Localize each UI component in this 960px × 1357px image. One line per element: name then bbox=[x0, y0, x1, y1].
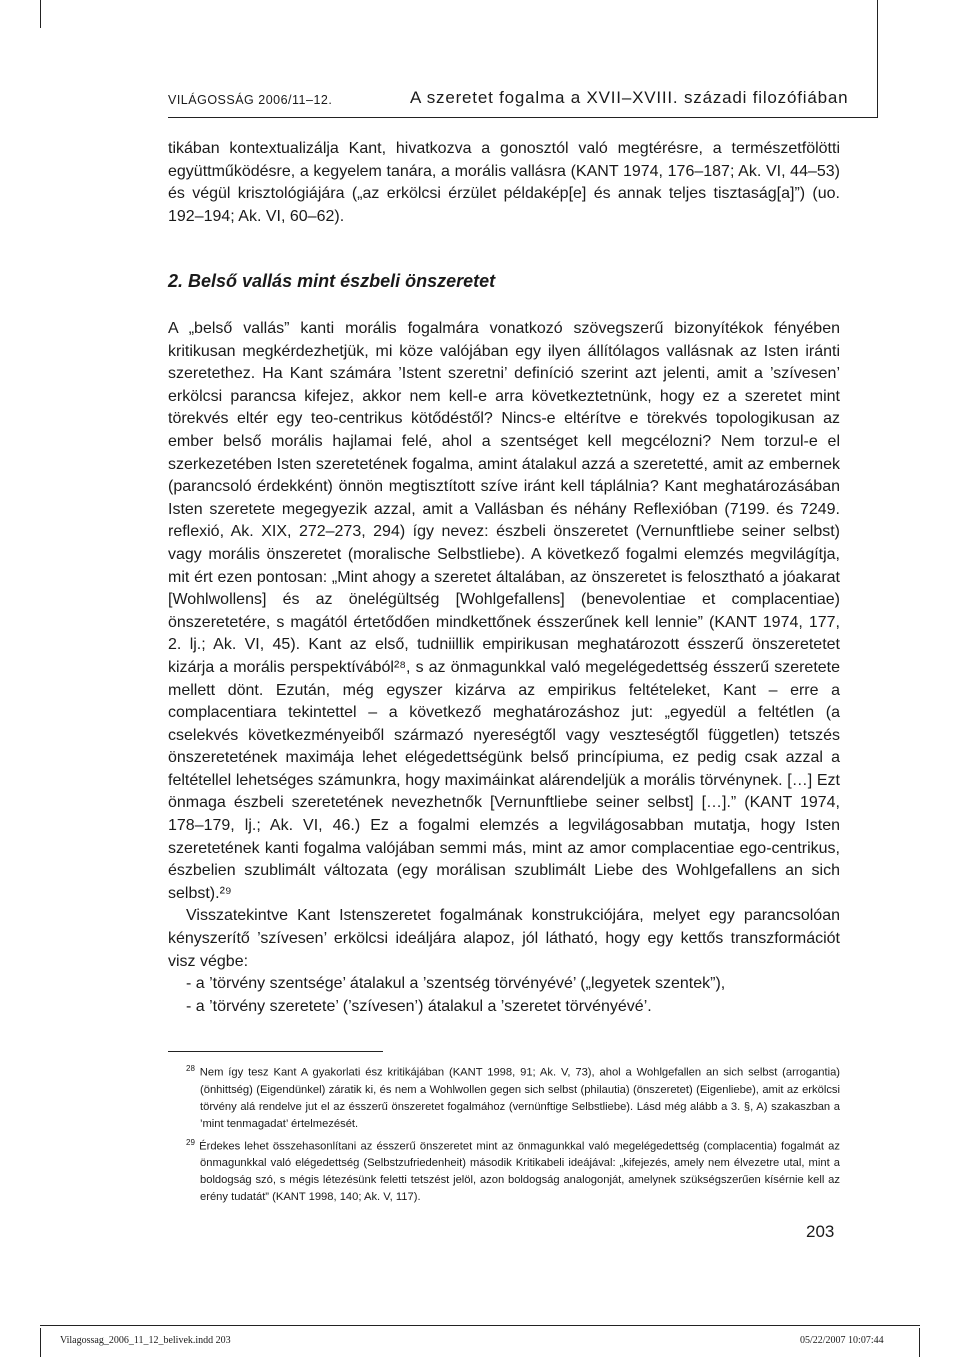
paragraph-1: A „belső vallás” kanti morális fogalmára vonatkozó szövegszerű bizonyítékok fényében kritikusan megkérdezhetjük, mi köze valójában egy ilyen állítólagos vallásnak az Isten iránti szeretethez. Ha Kant számára ’Istent szeretni’ definíció szerint azt jelenti, amit a ’szívesen’ erkölcsi parancsa kifejez, akkor nem kell-e arra következtetnünk, hogy ez a szeretet mint törekvés eltér egy teo-centrikus kötődéstől? Nincs-e eltérítve e törekvés topologikusan az ember belső morális hajlamai felé, ahol a szentséget kell megcélozni? Nem torzul-e el szerkezetében Isten szeretetének fogalma, amint átalakul azzá a szeretetté, amit az embernek (parancsoló érdekként) önnön megtisztított szíve iránt kell táplálnia? Kant meghatározásában Isten szeretete megegyezik azzal, amit a Vallásban és néhány Reflexióban (7199. és 7249. reflexió, Ak. XIX, 272–273, 294) így nevez: észbeli önszeretet (Vernunftliebe seiner selbst) vagy morális önszeretet (moralische Selbstliebe). A következő fogalmi elemzés megvilágítja, mit ért ezen pontosan: „Mint ahogy a szeretet általában, az önszeretet is felosztható a jóakarat [Wohlwollens] és az önelégültség [Wohlgefallens] (benevolentiae et complacentiae) önszeretetére, s magától értetődően mindkettőnek ésszerűnek kell lennie” (KANT 1974, 177, 2. lj.; Ak. VI, 45). Kant az első, tudniillik empirikusan meghatározott ésszerű önszeretetet kizárja a morális perspektívából²⁸, s az önmagunkkal való megelégedettség ésszerű szeretete mellett dönt. Ezután, még egyszer kizárva az empirikus feltételeket, Kant – erre a complacentiara tekintettel – a következő meghatározáshoz jut: „egyedül a feltétlen (a cselekvés következményeiből származó nyereségtől vagy veszteségtől független) tetszés önszeretetének maximája lehet elégedettségünk belső princípiuma, ez pedig csak azzal a feltétellel lehetséges számunkra, hogy maximáinkat alárendeljük a morális törvénynek. […] Ezt önmaga észbeli szeretetének nevezhetnők [Vernunftliebe seiner selbst] […].” (KANT 1974, 178–179, lj.; Ak. VI, 46.) Ez a fogalmi elemzés a legvilágosabban mutatja, hogy Isten szeretetének kanti fogalma valójában semmi más, mint az amor complacentiae ego-centrikus, észbelien szublimált változata (egy morálisan szublimált Liebe des Wohlgefallens an sich selbst).²⁹ bbox=[168, 320, 840, 902]
footnote-28 bbox=[168, 1060, 840, 1133]
footnote-29 bbox=[168, 1134, 840, 1207]
page-number: 203 bbox=[806, 1222, 835, 1241]
intro-paragraph bbox=[168, 138, 840, 228]
journal-header: VILÁGOSSÁG 2006/11–12. bbox=[168, 93, 333, 107]
crop-mark-bottom-left bbox=[40, 1328, 41, 1357]
slug-rule bbox=[40, 1325, 920, 1326]
footnotes bbox=[168, 1060, 840, 1207]
list-item: - a ’törvény szeretete’ (’szívesen’) átalakul a ’szeretet törvényévé’. bbox=[186, 997, 652, 1015]
slug-file: Vilagossag_2006_11_12_belivek.indd 203 bbox=[60, 1335, 231, 1346]
footnote-number: 29 bbox=[186, 1137, 195, 1147]
transformation-list bbox=[168, 973, 840, 1018]
footnote-number: 28 bbox=[186, 1064, 195, 1073]
footnote-text: Nem így tesz Kant A gyakorlati ész kritikájában (KANT 1998, 91; Ak. V, 73), ahol a Wohlgefallen an sich selbst (arrogantia) (önhittség) (Eigendünkel) záratik ki, és nem a Wohlwollen gegen sich selbst (philautia) (önszeretet) (Eigenliebe), amit az erkölcsi törvény alá rendelve jut el az ésszerű önszeretet fogalmához (vernünftige Selbstliebe). Lásd még alább a 3. §, A) szakaszban a ’mint tenmagadat’ értelmezését. bbox=[199, 1066, 841, 1130]
paragraph-2: Visszatekintve Kant Istenszeretet fogalmának konstrukciójára, melyet egy parancsolóan kényszerítő ’szívesen’ erkölcsi ideáljára alapoz, jól látható, hogy egy kettős transzformációt visz végbe: bbox=[168, 907, 840, 970]
main-text bbox=[168, 318, 840, 1018]
list-item: - a ’törvény szentsége’ átalakul a ’szentség törvényévé’ („legyetek szentek”), bbox=[186, 975, 726, 993]
header-vertical-rule bbox=[877, 0, 878, 118]
crop-mark-bottom-right bbox=[919, 1328, 920, 1357]
running-title: A szeretet fogalma a XVII–XVIII. századi filozófiában bbox=[410, 88, 849, 107]
footnote-rule bbox=[168, 1051, 383, 1052]
slug-timestamp: 05/22/2007 10:07:44 bbox=[800, 1335, 884, 1346]
header-rule bbox=[168, 117, 878, 118]
footnote-text: Érdekes lehet összehasonlítani az ésszerű önszeretet mint az önmagunkkal való megelégedettség (complacentia) fogalmát az önmagunkkal való elégedettség (Selbstzufriedenheit) második Kritikabeli ideájával: „kifejezés, amely nem élvezetre utal, mint a boldogság szó, s mégis létezésünk feletti tetszést jelöl, azon boldogság analogonját, amelynek szükségszerűen kísérnie kell az erény tudatát” (KANT 1998, 140; Ak. V, 117). bbox=[199, 1140, 840, 1204]
intro-text: tikában kontextualizálja Kant, hivatkozva a gonosztól való megtérésre, a természetfölötti együttműködésre, a kegyelem tanára, a morális vallásra (KANT 1974, 176–187; Ak. VI, 44–53) és végül krisztológiájára („az erkölcsi érzület példakép[e] és annak teljes tisztaság[a]”) (uo. 192–194; Ak. VI, 60–62). bbox=[168, 140, 840, 225]
crop-mark-top-left bbox=[40, 0, 41, 28]
section-heading: 2. Belső vallás mint észbeli önszeretet bbox=[168, 271, 496, 291]
